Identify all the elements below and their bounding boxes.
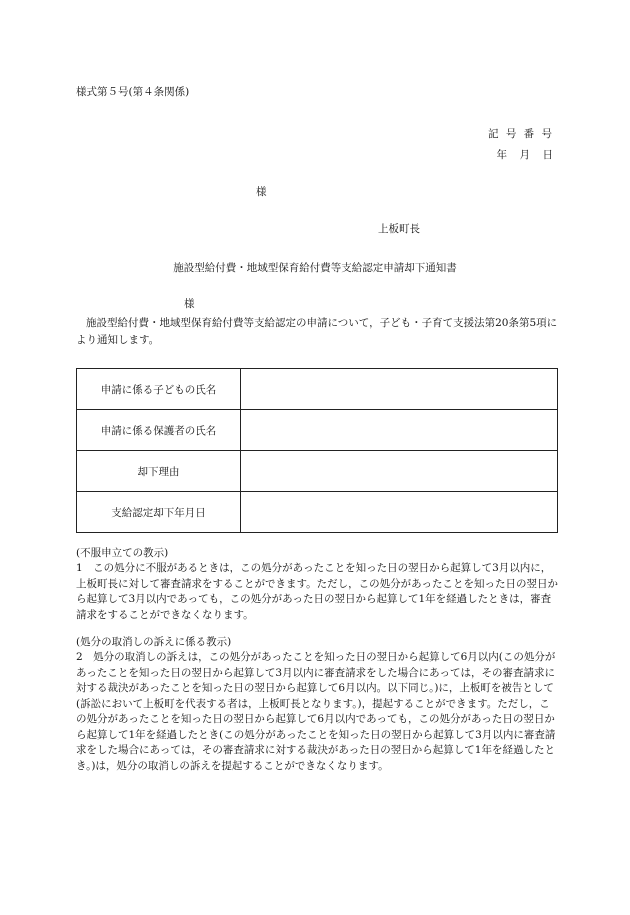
form-number: 様式第５号(第４条関係) <box>76 86 190 98</box>
recipient-honorific-2: 様 <box>184 298 195 310</box>
notice1-body: 1 この処分に不服があるときは，この処分があったことを知った日の翌日から起算して3月以内に，上板町長に対して審査請求をすることができます。ただし，この処分があったことを知った日の翌日から起算して3月以内であっても，この処分があった日の翌日から起算して1年を経過したときは，審査請求をすることができなくなります。 <box>76 562 559 621</box>
table-row <box>77 369 558 410</box>
row-value-guardian-name <box>241 410 558 451</box>
row-value-rejection-reason <box>241 451 558 492</box>
table-row <box>77 451 558 492</box>
info-table <box>76 368 558 533</box>
notice2-body: 2 処分の取消しの訴えは，この処分があったことを知った日の翌日から起算して6月以内(この処分があったことを知った日の翌日から起算して3月以内に審査請求をした場合にあっては，その審査請求に対する裁決があったことを知った日の翌日から起算して6月以内。以下同じ。)に，上板町を被告として(訴訟において上板町を代表する者は，上板町長となります。)，提起することができます。ただし，この処分があったことを知った日の翌日から起算して6月以内であっても，この処分があった日の翌日から起算して1年を経過したとき(この処分があったことを知った日の翌日から起算して3月以内に審査請求をした場合にあっては，その審査請求に対する裁決があった日の翌日から起算して1年を経過したとき。)は，処分の取消しの訴えを提起することができなくなります。 <box>76 651 556 772</box>
recipient-honorific: 様 <box>256 186 267 198</box>
body-text: 施設型給付費・地域型保育給付費等支給認定の申請について，子ども・子育て支援法第20条第5項により通知します。 <box>76 317 558 346</box>
row-value-rejection-date <box>241 492 558 533</box>
record-number: 記 号 番 号 <box>487 128 554 140</box>
table-row <box>77 492 558 533</box>
row-label-guardian-name: 申請に係る保護者の氏名 <box>77 410 241 451</box>
date-line: 年 月 日 <box>496 149 554 161</box>
row-label-child-name: 申請に係る子どもの氏名 <box>77 369 241 410</box>
row-value-child-name <box>241 369 558 410</box>
notice1-heading: (不服申立ての教示) <box>76 547 169 559</box>
row-label-rejection-reason: 却下理由 <box>77 451 241 492</box>
issuer-name: 上板町長 <box>378 223 420 235</box>
table-row <box>77 410 558 451</box>
row-label-rejection-date: 支給認定却下年月日 <box>77 492 241 533</box>
notice2-heading: (処分の取消しの訴えに係る教示) <box>76 636 232 648</box>
document-title: 施設型給付費・地域型保育給付費等支給認定申請却下通知書 <box>173 262 457 274</box>
